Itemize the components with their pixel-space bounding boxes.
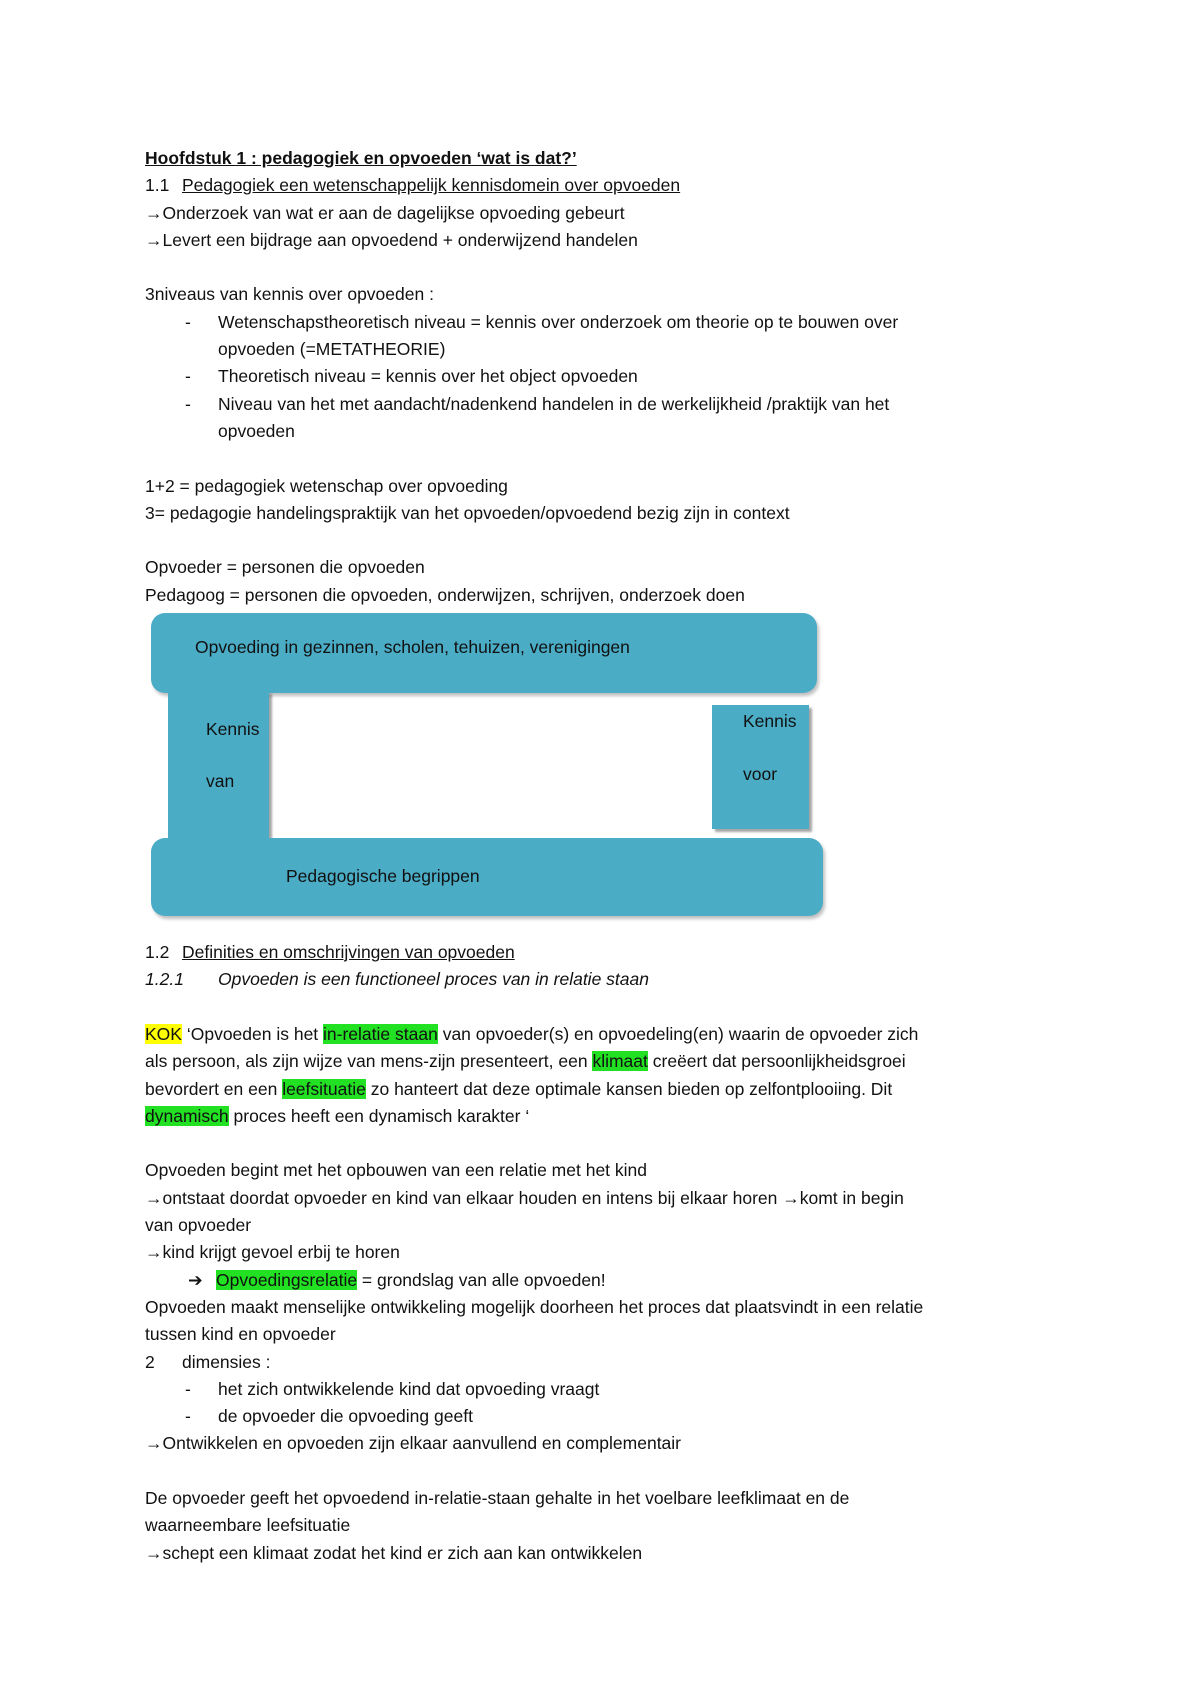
kok-definition-line: dynamisch proces heeft een dynamisch karakter ‘ (145, 1105, 530, 1126)
summary-line: 1+2 = pedagogiek wetenschap over opvoeding (145, 475, 508, 496)
diagram-right-label-2: voor (743, 764, 778, 785)
arrow-icon: → (145, 1242, 163, 1263)
diagram-right-label-1: Kennis (743, 711, 797, 732)
highlight: in-relatie staan (323, 1023, 438, 1044)
levels-intro: 3niveaus van kennis over opvoeden : (145, 284, 434, 305)
relation-line: →kind krijgt gevoel erbij te horen (145, 1239, 1075, 1266)
highlight: Opvoedingsrelatie (216, 1269, 358, 1290)
kok-tag: KOK (145, 1023, 182, 1044)
list-item: - de opvoeder die opvoeding geeft (145, 1403, 1075, 1430)
closing-line: De opvoeder geeft het opvoedend in-relatie-staan gehalte in het voelbare leefklimaat en de (145, 1487, 850, 1508)
section-1-2-heading: 1.2 Definities en omschrijvingen van opvoeden (145, 942, 515, 963)
relation-line: Opvoeden begint met het opbouwen van een relatie met het kind (145, 1160, 648, 1181)
dash-bullet: - (185, 393, 191, 414)
diagram-bottom-box (151, 838, 823, 916)
relation-line: Opvoeden maakt menselijke ontwikkeling mogelijk doorheen het proces dat plaatsvindt in een relatie (145, 1296, 924, 1317)
section-title: Pedagogiek een wetenschappelijk kennisdomein over opvoeden (182, 175, 681, 196)
list-item-continued: opvoeden (218, 420, 295, 441)
list-item: →Onderzoek van wat er aan de dagelijkse opvoeding gebeurt (145, 200, 1075, 227)
dash-bullet: - (185, 311, 191, 332)
highlight: dynamisch (145, 1105, 229, 1126)
arrow-icon: → (145, 229, 163, 250)
diagram-left-label-1: Kennis (206, 719, 260, 740)
list-item: →Levert een bijdrage aan opvoedend + onderwijzend handelen (145, 227, 1075, 254)
dimensions-intro: 2 dimensies : (145, 1351, 271, 1372)
document-page (145, 145, 1075, 1567)
chapter-title: Hoofdstuk 1 : pedagogiek en opvoeden ‘wat is dat?’ (145, 148, 577, 168)
relation-line: →ontstaat doordat opvoeder en kind van elkaar houden en intens bij elkaar horen →komt in begin (145, 1185, 1075, 1212)
knowledge-diagram (145, 613, 1075, 913)
arrow-icon: → (145, 1187, 163, 1208)
dash-bullet: - (185, 1378, 191, 1399)
list-item: - Theoretisch niveau = kennis over het object opvoeden (145, 363, 1075, 390)
subsection-1-2-1-heading: 1.2.1 Opvoeden is een functioneel proces van in relatie staan (145, 969, 649, 990)
relation-line: van opvoeder (145, 1215, 252, 1236)
relation-line: tussen kind en opvoeder (145, 1324, 336, 1345)
bold-arrow-icon: ➔ (188, 1269, 203, 1290)
diagram-top-label: Opvoeding in gezinnen, scholen, tehuizen, verenigingen (195, 637, 630, 658)
arrow-icon: → (145, 1433, 163, 1454)
definition-pedagoog: Pedagoog = personen die opvoeden, onderwijzen, schrijven, onderzoek doen (145, 584, 745, 605)
subsection-title: Opvoeden is een functioneel proces van in relatie staan (218, 969, 649, 990)
closing-line: →schept een klimaat zodat het kind er zich aan kan ontwikkelen (145, 1540, 1075, 1567)
closing-line: waarneembare leefsituatie (145, 1515, 351, 1536)
diagram-left-column (168, 691, 269, 838)
kok-definition-line: bevordert en een leefsituatie zo hanteert dat deze optimale kansen bieden op zelfontplooiing. Dit (145, 1078, 893, 1099)
section-1-1-heading: 1.1 Pedagogiek een wetenschappelijk kennisdomein over opvoeden (145, 175, 681, 196)
kok-definition-line: als persoon, als zijn wijze van mens-zijn presenteert, een klimaat creëert dat persoonlijkheidsgroei (145, 1051, 906, 1072)
arrow-icon: → (145, 202, 163, 223)
highlight: leefsituatie (282, 1078, 366, 1099)
dash-bullet: - (185, 1406, 191, 1427)
list-item-continued: opvoeden (=METATHEORIE) (218, 339, 446, 360)
section-title: Definities en omschrijvingen van opvoeden (182, 942, 515, 963)
summary-line: 3= pedagogie handelingspraktijk van het opvoeden/opvoedend bezig zijn in context (145, 502, 790, 523)
dimensions-conclusion: →Ontwikkelen en opvoeden zijn elkaar aanvullend en complementair (145, 1430, 1075, 1457)
diagram-bottom-label: Pedagogische begrippen (286, 866, 480, 887)
list-item: - het zich ontwikkelende kind dat opvoeding vraagt (145, 1376, 1075, 1403)
arrow-icon: → (782, 1187, 800, 1208)
dash-bullet: - (185, 366, 191, 387)
definition-opvoeder: Opvoeder = personen die opvoeden (145, 557, 425, 578)
diagram-left-label-2: van (206, 771, 235, 792)
list-item: - Niveau van het met aandacht/nadenkend handelen in de werkelijkheid /praktijk van het (145, 391, 1075, 418)
kok-definition-line: KOK ‘Opvoeden is het in-relatie staan van opvoeder(s) en opvoedeling(en) waarin de opvoeder zich (145, 1023, 919, 1044)
highlight: klimaat (592, 1051, 648, 1072)
arrow-icon: → (145, 1542, 163, 1563)
relation-key-line: ➔ Opvoedingsrelatie = grondslag van alle opvoeden! (145, 1267, 1075, 1294)
list-item: - Wetenschapstheoretisch niveau = kennis over onderzoek om theorie op te bouwen over (145, 309, 1075, 336)
